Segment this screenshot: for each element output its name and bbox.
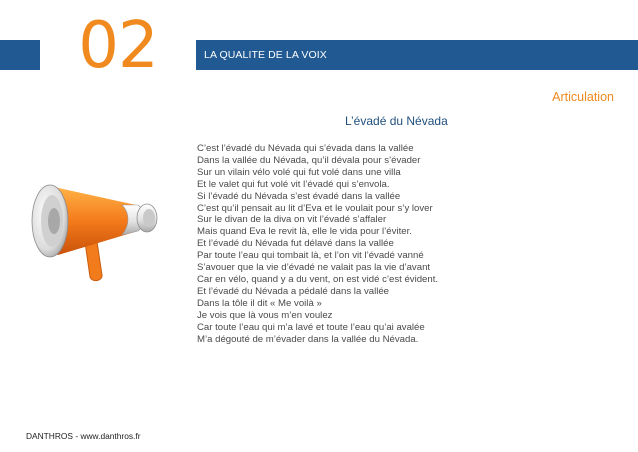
poem-line: Car toute l’eau qui m’a lavé et toute l’eau qu’ai avalée xyxy=(197,321,425,333)
poem-line: Dans la tôle il dit « Me voilà » xyxy=(197,297,322,309)
poem-line: Et l’évadé du Névada a pédalé dans la vallée xyxy=(197,285,390,297)
poem-line: Sur le divan de la diva on vit l’évadé s’affaler xyxy=(197,214,387,226)
poem-line: Et le valet qui fut volé vit l’évadé qui s’envola. xyxy=(197,178,390,190)
poem-line: Je vois que là vous m’en voulez xyxy=(197,309,333,321)
poem-line: C’est qu’il pensait au lit d’Eva et le voulait pour s’y lover xyxy=(197,202,433,214)
megaphone-icon xyxy=(26,183,176,293)
section-number: 02 xyxy=(40,6,196,86)
poem-line: S’avouer que la vie d’évadé ne valait pas la vie d’avant xyxy=(197,262,431,274)
header-band-left xyxy=(0,40,40,70)
poem-line: Sur un vilain vélo volé qui fut volé dans une villa xyxy=(197,166,401,178)
poem-line: Dans la vallée du Névada, qu’il dévala pour s’évader xyxy=(197,154,421,166)
subsection-label: Articulation xyxy=(552,90,614,104)
poem-title: L’évadé du Névada xyxy=(345,114,448,128)
poem-line: M’a dégouté de m’évader dans la vallée du Névada. xyxy=(197,333,419,345)
poem-line: Car en vélo, quand y a du vent, on est vidé c’est évident. xyxy=(197,273,439,285)
poem-line: Si l’évadé du Névada s’est évadé dans la vallée xyxy=(197,190,401,202)
poem-line: Par toute l’eau qui tombait là, et l’on vit l’évadé vanné xyxy=(197,250,424,262)
poem-text xyxy=(197,143,617,345)
section-title: LA QUALITE DE LA VOIX xyxy=(204,49,327,61)
poem-line: C’est l’évadé du Névada qui s’évada dans la vallée xyxy=(197,143,414,154)
poem-line: Mais quand Eva le revit là, elle le vida pour l’éviter. xyxy=(197,226,412,238)
footer-text: DANTHROS - www.danthros.fr xyxy=(26,431,141,441)
poem-line: Et l’évadé du Névada fut délavé dans la vallée xyxy=(197,238,394,250)
